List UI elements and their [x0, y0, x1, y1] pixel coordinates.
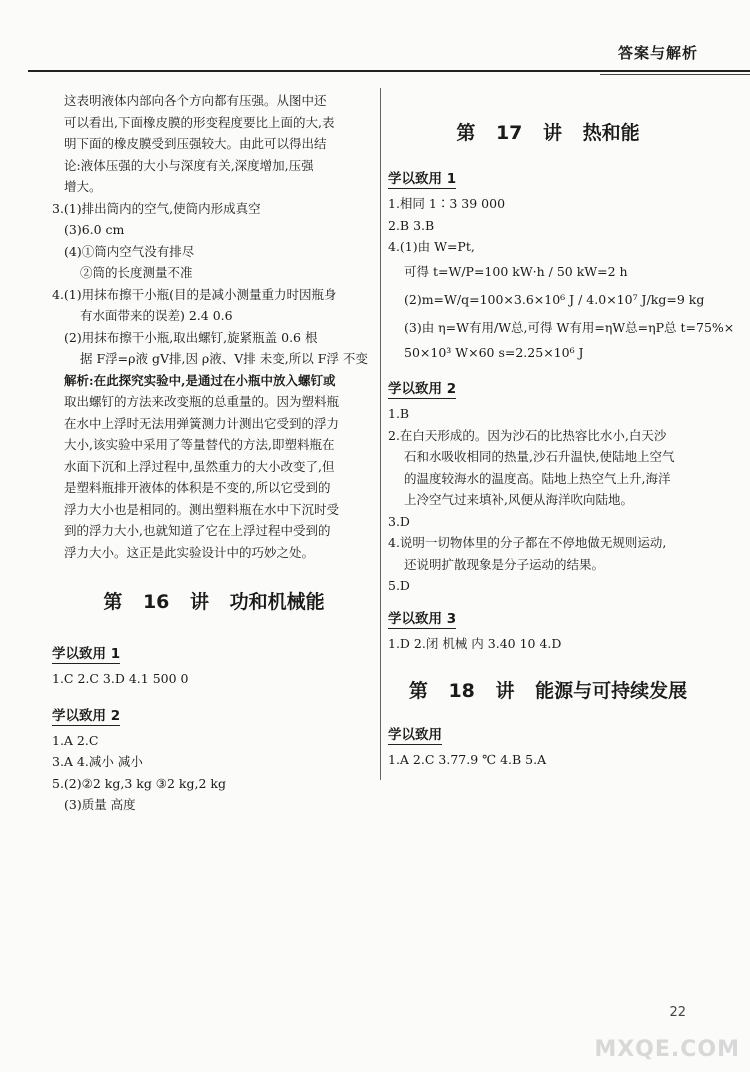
answer-line: (3)质量 高度 — [64, 797, 136, 812]
lecture-18-title: 第 18 讲 能源与可持续发展 — [408, 680, 688, 702]
text-line: 浮力大小也是相同的。测出塑料瓶在水中下沉时受 — [64, 501, 340, 517]
answer-line: 5.(2)②2 kg,3 kg ③2 kg,2 kg — [52, 775, 226, 791]
text-line: 3.(1)排出筒内的空气,使筒内形成真空 — [52, 200, 261, 216]
header-rule-thin — [600, 74, 750, 75]
answer-line: 2.在白天形成的。因为沙石的比热容比水小,白天沙 — [388, 427, 667, 443]
answer-line: 1.D 2.闭 机械 内 3.40 10 4.D — [388, 635, 562, 651]
section-heading: 学以致用 3 — [388, 607, 456, 629]
text-line: 增大。 — [64, 179, 102, 194]
page-number: 22 — [669, 1005, 686, 1020]
section-heading: 学以致用 2 — [388, 377, 456, 399]
text-line: 水面下沉和上浮过程中,虽然重力的大小改变了,但 — [64, 458, 335, 474]
text-line: 明下面的橡皮膜受到压强较大。由此可以得出结 — [64, 136, 327, 151]
text-line: 在水中上浮时无法用弹簧测力计测出它受到的浮力 — [64, 415, 340, 431]
text-line: 可以看出,下面橡皮膜的形变程度要比上面的大,表 — [64, 114, 335, 130]
answer-line: 上冷空气过来填补,风便从海洋吹向陆地。 — [404, 492, 633, 507]
answer-line: 3.A 4.减小 减小 — [52, 754, 143, 769]
right-column — [388, 90, 735, 771]
answer-line: 5.D — [388, 578, 410, 593]
answer-line: 3.D — [388, 513, 410, 529]
text-line: 取出螺钉的方法来改变瓶的总重量的。因为塑料瓶 — [64, 394, 340, 409]
section-heading: 学以致用 1 — [52, 642, 120, 664]
formula-line: (2)m=W/q=100×3.6×10⁶ J / 4.0×10⁷ J/kg=9 kg — [404, 291, 705, 307]
answer-line: 2.B 3.B — [388, 217, 435, 233]
answer-line: 还说明扩散现象是分子运动的结果。 — [404, 556, 605, 572]
answer-line: 1.A 2.C 3.77.9 ℃ 4.B 5.A — [388, 752, 547, 767]
text-line: 浮力大小。这正是此实验设计中的巧妙之处。 — [64, 544, 315, 560]
text-line: 大小,该实验中采用了等量替代的方法,即塑料瓶在 — [64, 437, 335, 452]
lecture-16-title: 第 16 讲 功和机械能 — [103, 591, 325, 613]
text-line: 到的浮力大小,也就知道了它在上浮过程中受到的 — [64, 523, 331, 538]
text-line: 论:液体压强的大小与深度有关,深度增加,压强 — [64, 157, 314, 173]
text-line: 有水面带来的误差) 2.4 0.6 — [80, 308, 233, 323]
text-line: 据 F浮=ρ液 gV排,因 ρ液、V排 未变,所以 F浮 不变 — [80, 351, 368, 366]
formula-line: 50×10³ W×60 s=2.25×10⁶ J — [404, 344, 584, 360]
text-line: 4.(1)用抹布擦干小瓶(目的是减小测量重力时因瓶身 — [52, 286, 337, 302]
analysis-line: 解析:在此探究实验中,是通过在小瓶中放入螺钉或 — [64, 372, 336, 388]
answer-line: 1.相同 1∶3 39 000 — [388, 196, 506, 211]
section-heading: 学以致用 — [388, 723, 442, 745]
answer-line: 4.(1)由 W=Pt, — [388, 239, 475, 254]
lecture-17-title: 第 17 讲 热和能 — [456, 122, 640, 144]
text-line: (2)用抹布擦干小瓶,取出螺钉,旋紧瓶盖 0.6 根 — [64, 329, 318, 345]
text-line: ②筒的长度测量不准 — [80, 265, 193, 280]
answer-line: 4.说明一切物体里的分子都在不停地做无规则运动, — [388, 535, 667, 550]
formula-line: (3)由 η=W有用/W总,可得 W有用=ηW总=ηP总 t=75%× — [404, 319, 735, 335]
watermark: MXQE.COM — [594, 1037, 740, 1062]
answer-line: 1.A 2.C — [52, 732, 99, 748]
column-divider — [380, 88, 381, 780]
text-line: (4)①筒内空气没有排尽 — [64, 243, 195, 259]
answer-line: 石和水吸收相同的热量,沙石升温快,使陆地上空气 — [404, 449, 675, 464]
header-rule — [28, 70, 750, 72]
formula-line: 可得 t=W/P=100 kW·h / 50 kW=2 h — [404, 263, 628, 279]
text-line: 是塑料瓶排开液体的体积是不变的,所以它受到的 — [64, 480, 331, 495]
answer-line: 1.B — [388, 406, 410, 421]
answer-line: 的温度较海水的温度高。陆地上热空气上升,海洋 — [404, 470, 671, 486]
section-heading: 学以致用 2 — [52, 704, 120, 726]
text-line: 这表明液体内部向各个方向都有压强。从图中还 — [64, 93, 327, 108]
header-title: 答案与解析 — [617, 44, 698, 62]
answer-line: 1.C 2.C 3.D 4.1 500 0 — [52, 671, 189, 686]
left-column — [52, 90, 376, 816]
section-heading: 学以致用 1 — [388, 167, 456, 189]
text-line: (3)6.0 cm — [64, 222, 125, 237]
